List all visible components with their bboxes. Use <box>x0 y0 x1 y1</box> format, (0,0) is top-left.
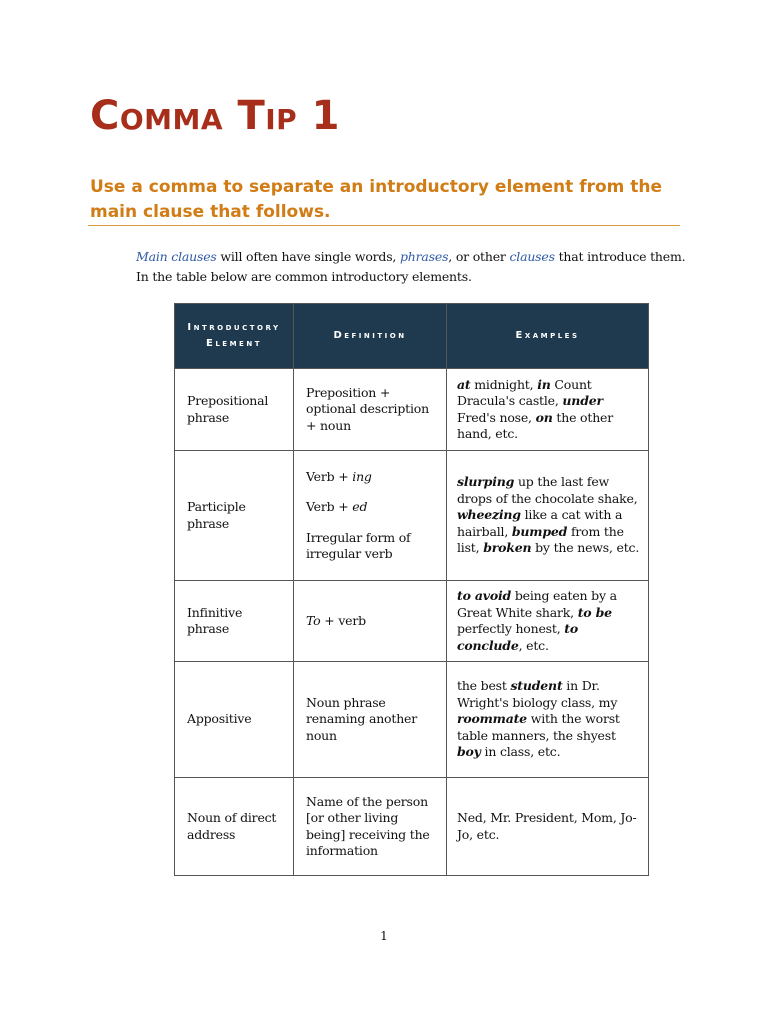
text-run: , etc. <box>518 637 549 653</box>
text-run: Irregular form of irregular verb <box>306 529 411 561</box>
header-introductory-element: Introductory Element <box>175 304 294 369</box>
text-run: like a cat with a hairball, <box>457 507 623 539</box>
emphasis-run: at <box>457 376 471 392</box>
emphasis-run: bumped <box>511 523 568 539</box>
text-run: + verb <box>320 612 366 628</box>
emphasis-run: student <box>510 678 563 694</box>
intro-paragraph <box>136 247 696 287</box>
subtitle-rule <box>88 225 680 226</box>
text-run: perfectly honest, <box>457 621 565 636</box>
text-run: midnight, <box>470 376 538 392</box>
element-cell: Noun of direct address <box>175 778 294 876</box>
header-examples: Examples <box>447 304 649 369</box>
intro-text: will often have single words, <box>216 249 400 264</box>
emphasis-run: to conclude <box>457 621 578 653</box>
element-cell: Prepositional phrase <box>175 369 294 451</box>
examples-cell <box>447 662 649 778</box>
text-run: Count Dracula's castle, <box>457 376 592 408</box>
text-run: Verb + <box>306 468 353 484</box>
intro-term-phrases: phrases <box>399 249 449 264</box>
text-run: Fred's nose, <box>457 409 536 425</box>
definition-cell <box>294 581 447 662</box>
text-run: with the worst table manners, the shyest <box>457 711 620 743</box>
intro-text: that introduce them. In the table below are common introductory elements. <box>136 249 686 284</box>
table-row <box>175 778 649 876</box>
table-row <box>175 451 649 581</box>
intro-term-clauses: clauses <box>509 249 555 264</box>
page-title: Comma Tip 1 <box>90 93 340 139</box>
page-subtitle: Use a comma to separate an introductory element from the main clause that follows. <box>90 177 663 222</box>
intro-text: , or other <box>448 249 510 264</box>
definition-cell: Name of the person [or other living being] receiving the information <box>294 778 447 876</box>
intro-term-main-clauses: Main clauses <box>136 249 217 264</box>
emphasis-run: roommate <box>457 711 527 727</box>
text-run: the best <box>457 678 511 694</box>
definition-line <box>306 499 438 516</box>
definition-line <box>306 613 438 630</box>
definition-line <box>306 530 438 563</box>
emphasis-run: broken <box>483 540 532 556</box>
emphasis-run: ing <box>352 468 372 484</box>
examples-cell <box>447 581 649 662</box>
text-run: from the list, <box>457 523 624 556</box>
page-number: 1 <box>380 929 388 943</box>
table-header-row <box>175 304 649 369</box>
examples-cell <box>447 369 649 451</box>
table-row <box>175 662 649 778</box>
emphasis-run: in <box>537 376 551 392</box>
text-run: in class, etc. <box>480 744 561 760</box>
emphasis-run: To <box>306 612 321 628</box>
definition-line <box>306 469 438 486</box>
text-run: up the last few drops of the chocolate shake, <box>457 474 638 506</box>
definition-cell: Noun phrase renaming another noun <box>294 662 447 778</box>
introductory-elements-table <box>174 303 649 876</box>
examples-cell <box>447 451 649 581</box>
element-cell: Appositive <box>175 662 294 778</box>
element-cell: Participle phrase <box>175 451 294 581</box>
definition-cell <box>294 451 447 581</box>
header-definition: Definition <box>294 304 447 369</box>
emphasis-run: on <box>535 409 553 425</box>
text-run: by the news, etc. <box>531 540 640 556</box>
emphasis-run: wheezing <box>457 507 521 523</box>
emphasis-run: slurping <box>457 474 515 490</box>
text-run: in Dr. Wright's biology class, my <box>457 678 618 710</box>
element-cell: Infinitive phrase <box>175 581 294 662</box>
text-run: Verb + <box>306 499 353 514</box>
text-run: being eaten by a Great White shark, <box>457 588 617 620</box>
table-row <box>175 369 649 451</box>
text-run: Ned, Mr. President, Mom, Jo-Jo, etc. <box>457 810 637 842</box>
table-row <box>175 581 649 662</box>
examples-cell <box>447 778 649 876</box>
emphasis-run: under <box>562 393 603 408</box>
definition-cell: Preposition + optional description + noun <box>294 369 447 451</box>
emphasis-run: to be <box>577 604 612 620</box>
emphasis-run: boy <box>457 744 481 760</box>
emphasis-run: to avoid <box>457 588 512 603</box>
text-run: the other hand, etc. <box>457 409 614 441</box>
emphasis-run: ed <box>352 499 368 514</box>
